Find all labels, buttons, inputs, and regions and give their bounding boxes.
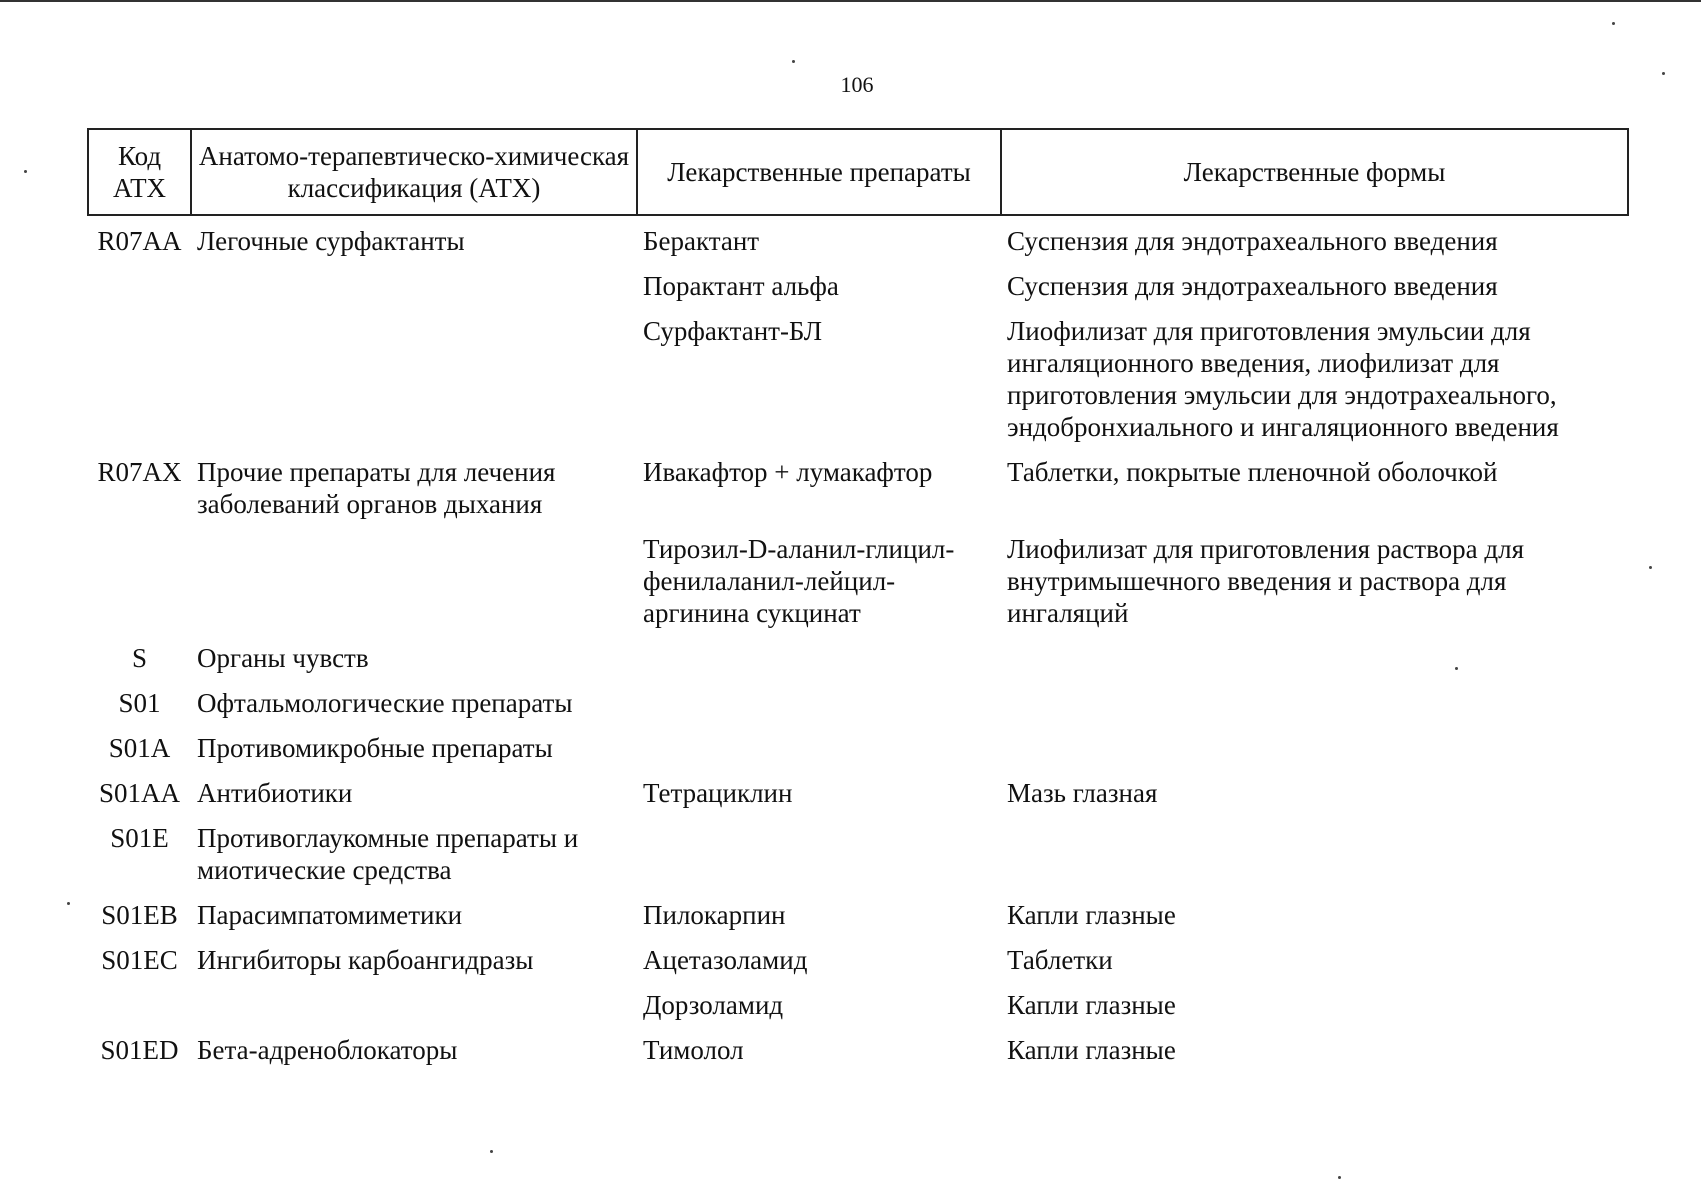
classification-cell <box>191 527 637 636</box>
scan-speck <box>24 170 27 173</box>
drug-cell <box>637 726 1001 771</box>
code-cell: R07AX <box>97 457 182 487</box>
header-forms: Лекарственные формы <box>1001 129 1628 215</box>
scan-speck <box>1612 22 1615 25</box>
form-cell: Капли глазные <box>1007 900 1176 930</box>
form-cell: Таблетки <box>1007 945 1113 975</box>
drug-cell: Тимолол <box>643 1035 744 1065</box>
drug-cell <box>637 681 1001 726</box>
code-cell: S01EB <box>101 900 178 930</box>
scan-speck <box>1662 72 1665 75</box>
code-cell: S01ED <box>100 1035 179 1065</box>
code-cell <box>88 309 191 450</box>
form-cell <box>1001 816 1628 893</box>
classification-cell <box>191 309 637 450</box>
header-row <box>88 129 1628 215</box>
table-header <box>88 129 1628 215</box>
scan-speck <box>1338 1176 1341 1179</box>
table-row <box>88 309 1628 450</box>
scan-speck <box>67 902 70 905</box>
drug-cell: Дорзоламид <box>643 990 784 1020</box>
code-cell <box>88 264 191 309</box>
code-cell: S01A <box>108 733 171 763</box>
table-row <box>88 527 1628 636</box>
classification-cell: Офтальмологические препараты <box>197 688 573 718</box>
form-cell: Лиофилизат для приготовления раствора для внутримышечного введения и раствора для ингаляций <box>1007 534 1525 628</box>
code-cell <box>88 983 191 1028</box>
code-cell: S01EC <box>101 945 178 975</box>
form-cell: Суспензия для эндотрахеального введения <box>1007 271 1498 301</box>
scan-speck <box>792 60 795 63</box>
form-cell: Суспензия для эндотрахеального введения <box>1007 226 1498 256</box>
table-row <box>88 264 1628 309</box>
atx-table <box>87 128 1629 1073</box>
classification-cell: Противомикробные препараты <box>197 733 553 763</box>
classification-cell: Органы чувств <box>197 643 369 673</box>
drug-cell: Тетрациклин <box>643 778 793 808</box>
header-classification: Анатомо-терапевтическо-химическая классификация (АТХ) <box>191 129 637 215</box>
classification-cell: Противоглаукомные препараты и миотические средства <box>197 823 579 885</box>
drug-cell: Сурфактант-БЛ <box>643 316 823 346</box>
form-cell: Капли глазные <box>1007 990 1176 1020</box>
classification-cell: Антибиотики <box>197 778 353 808</box>
drug-cell: Ацетазоламид <box>643 945 808 975</box>
drug-cell: Тирозил-D-аланил-глицил-фенилаланил-лейцил-аргинина сукцинат <box>643 534 955 628</box>
form-cell: Мазь глазная <box>1007 778 1158 808</box>
classification-cell: Парасимпатомиметики <box>197 900 463 930</box>
code-cell: S01E <box>110 823 169 853</box>
table-row <box>88 893 1628 938</box>
drug-cell: Ивакафтор + лумакафтор <box>643 457 933 487</box>
code-cell: S01AA <box>98 778 180 808</box>
form-cell <box>1001 726 1628 771</box>
code-cell: S01 <box>118 688 161 718</box>
form-cell: Капли глазные <box>1007 1035 1176 1065</box>
code-cell: S <box>131 643 148 673</box>
table-row <box>88 450 1628 527</box>
table-row <box>88 1028 1628 1073</box>
scan-speck <box>1649 566 1652 569</box>
code-cell: R07AA <box>97 226 182 256</box>
classification-cell: Бета-адреноблокаторы <box>197 1035 458 1065</box>
form-cell <box>1001 636 1628 681</box>
classification-cell: Прочие препараты для лечения заболеваний органов дыхания <box>197 457 556 519</box>
table-row <box>88 938 1628 983</box>
top-border-line <box>0 0 1701 2</box>
header-code: Код АТХ <box>88 129 191 215</box>
form-cell: Таблетки, покрытые пленочной оболочкой <box>1007 457 1498 487</box>
form-cell: Лиофилизат для приготовления эмульсии для ингаляционного введения, лиофилизат для приготовления эмульсии для эндотрахеального, эндобронхиального и ингаляционного введения <box>1007 316 1559 442</box>
drug-cell: Пилокарпин <box>643 900 786 930</box>
table-row <box>88 983 1628 1028</box>
table-row <box>88 726 1628 771</box>
form-cell <box>1001 681 1628 726</box>
table-row <box>88 816 1628 893</box>
classification-cell <box>191 983 637 1028</box>
drug-cell <box>637 636 1001 681</box>
table-row <box>88 681 1628 726</box>
page-number: 106 <box>840 72 874 97</box>
drug-cell: Берактант <box>643 226 760 256</box>
classification-cell <box>191 264 637 309</box>
table-row <box>88 771 1628 816</box>
header-drugs: Лекарственные препараты <box>637 129 1001 215</box>
scan-speck <box>1455 667 1458 670</box>
drug-cell: Порактант альфа <box>643 271 839 301</box>
scan-speck <box>490 1150 493 1153</box>
table-body <box>88 215 1628 1073</box>
table-row <box>88 636 1628 681</box>
code-cell <box>88 527 191 636</box>
classification-cell: Ингибиторы карбоангидразы <box>197 945 534 975</box>
table-row <box>88 215 1628 264</box>
classification-cell: Легочные сурфактанты <box>197 226 465 256</box>
drug-cell <box>637 816 1001 893</box>
